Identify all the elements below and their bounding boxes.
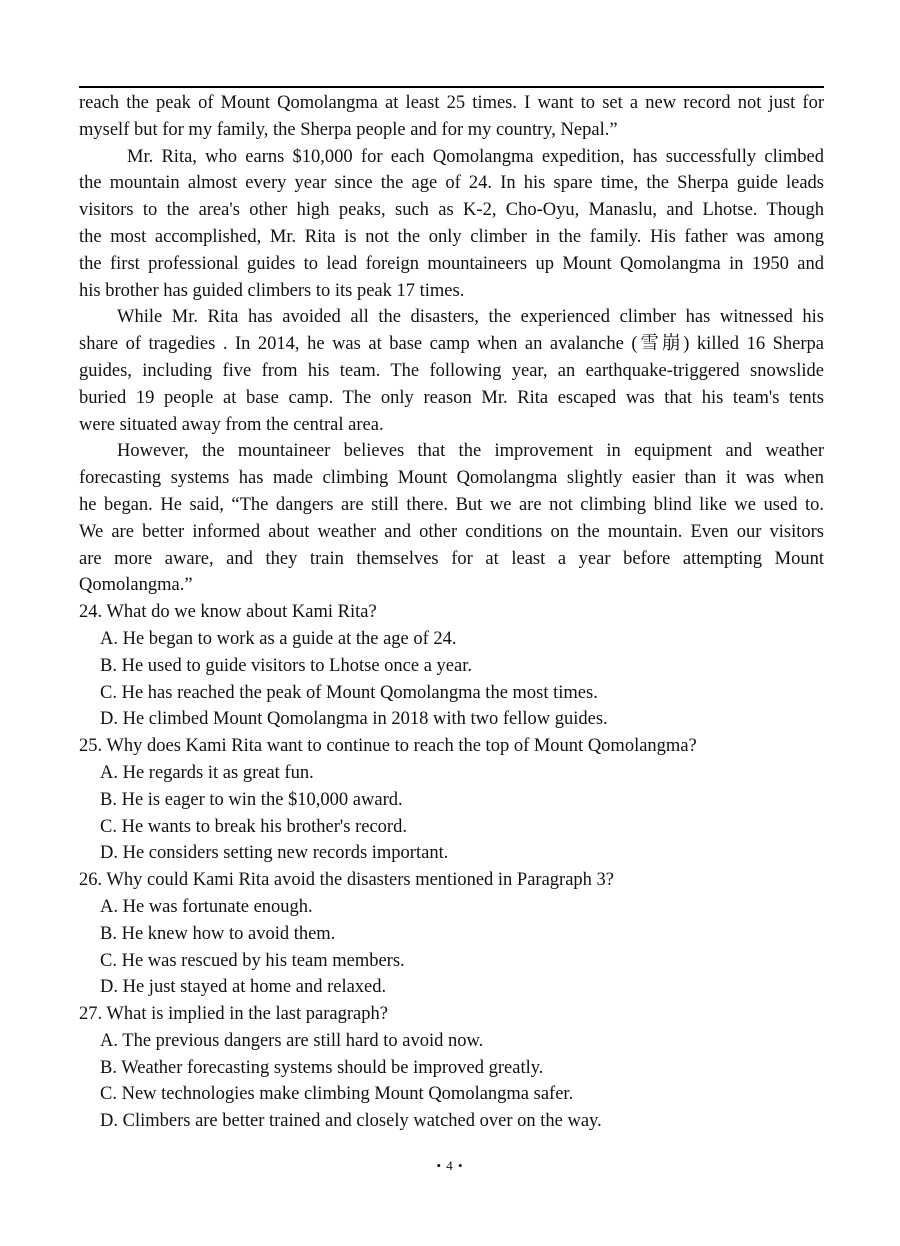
answer-option-b: B. Weather forecasting systems should be improved greatly.	[100, 1057, 544, 1078]
passage-line: We are better informed about weather and other conditions on the mountain. Even our visitors	[79, 521, 824, 542]
answer-option-a: A. The previous dangers are still hard to avoid now.	[100, 1030, 484, 1051]
passage-line: forecasting systems has made climbing Mount Qomolangma slightly easier than it was when	[79, 468, 824, 489]
answer-option-b: B. He knew how to avoid them.	[100, 923, 336, 944]
question-stem: 26. Why could Kami Rita avoid the disasters mentioned in Paragraph 3?	[79, 870, 615, 891]
passage-line: share of tragedies . In 2014, he was at base camp when an avalanche (雪崩) killed 16 Sherpa	[79, 334, 824, 355]
question-stem: 27. What is implied in the last paragraph?	[79, 1004, 388, 1025]
passage-line: guides, including five from his team. The following year, an earthquake-triggered snowslide	[79, 360, 824, 381]
passage-line: buried 19 people at base camp. The only reason Mr. Rita escaped was that his team's tents	[79, 387, 824, 408]
passage-line: reach the peak of Mount Qomolangma at least 25 times. I want to set a new record not just for	[79, 93, 824, 113]
answer-option-d: D. He considers setting new records important.	[100, 843, 449, 864]
passage-line: the first professional guides to lead foreign mountaineers up Mount Qomolangma in 1950 and	[79, 253, 824, 274]
question-stem: 25. Why does Kami Rita want to continue to reach the top of Mount Qomolangma?	[79, 736, 697, 757]
answer-option-d: D. He just stayed at home and relaxed.	[100, 977, 387, 998]
passage-line: myself but for my family, the Sherpa people and for my country, Nepal.”	[79, 119, 618, 140]
page-number: • 4 •	[436, 1158, 464, 1173]
passage-line: However, the mountaineer believes that the improvement in equipment and weather	[117, 441, 824, 462]
passage-line: visitors to the area's other high peaks, such as K-2, Cho-Oyu, Manaslu, and Lhotse. Though	[79, 200, 824, 221]
answer-option-d: D. Climbers are better trained and closely watched over on the way.	[100, 1111, 602, 1132]
question-25	[79, 733, 824, 867]
page-content	[79, 90, 824, 1135]
question-27	[79, 1001, 824, 1135]
answer-option-b: B. He is eager to win the $10,000 award.	[100, 789, 403, 810]
answer-option-c: C. He has reached the peak of Mount Qomolangma the most times.	[100, 682, 598, 703]
passage-line: While Mr. Rita has avoided all the disasters, the experienced climber has witnessed his	[117, 307, 824, 328]
passage-paragraph-1	[79, 144, 824, 305]
question-stem: 24. What do we know about Kami Rita?	[79, 602, 377, 623]
answer-option-a: A. He regards it as great fun.	[100, 762, 314, 783]
passage-line: he began. He said, “The dangers are still there. But we are not climbing blind like we used to.	[79, 494, 824, 515]
passage-paragraph-0	[79, 90, 824, 144]
answer-option-a: A. He began to work as a guide at the age of 24.	[100, 628, 457, 649]
answer-option-c: C. He was rescued by his team members.	[100, 950, 405, 971]
passage-line: the most accomplished, Mr. Rita is not the only climber in the family. His father was among	[79, 226, 824, 247]
answer-option-c: C. He wants to break his brother's record.	[100, 816, 407, 837]
answer-option-d: D. He climbed Mount Qomolangma in 2018 with two fellow guides.	[100, 709, 608, 730]
passage-line: Qomolangma.”	[79, 575, 193, 596]
passage-paragraph-3	[79, 438, 824, 599]
passage-line: were situated away from the central area.	[79, 414, 384, 435]
passage-line: are more aware, and they train themselves for at least a year before attempting Mount	[79, 548, 824, 569]
answer-option-a: A. He was fortunate enough.	[100, 896, 313, 917]
question-26	[79, 867, 824, 1001]
passage-line: Mr. Rita, who earns $10,000 for each Qomolangma expedition, has successfully climbed	[127, 146, 824, 167]
question-24	[79, 599, 824, 733]
answer-option-c: C. New technologies make climbing Mount Qomolangma safer.	[100, 1084, 574, 1105]
passage-line: his brother has guided climbers to its peak 17 times.	[79, 280, 465, 301]
passage-paragraph-2	[79, 304, 824, 438]
answer-option-b: B. He used to guide visitors to Lhotse once a year.	[100, 655, 472, 676]
passage-line: the mountain almost every year since the age of 24. In his spare time, the Sherpa guide leads	[79, 173, 824, 194]
header-rule	[79, 86, 824, 88]
